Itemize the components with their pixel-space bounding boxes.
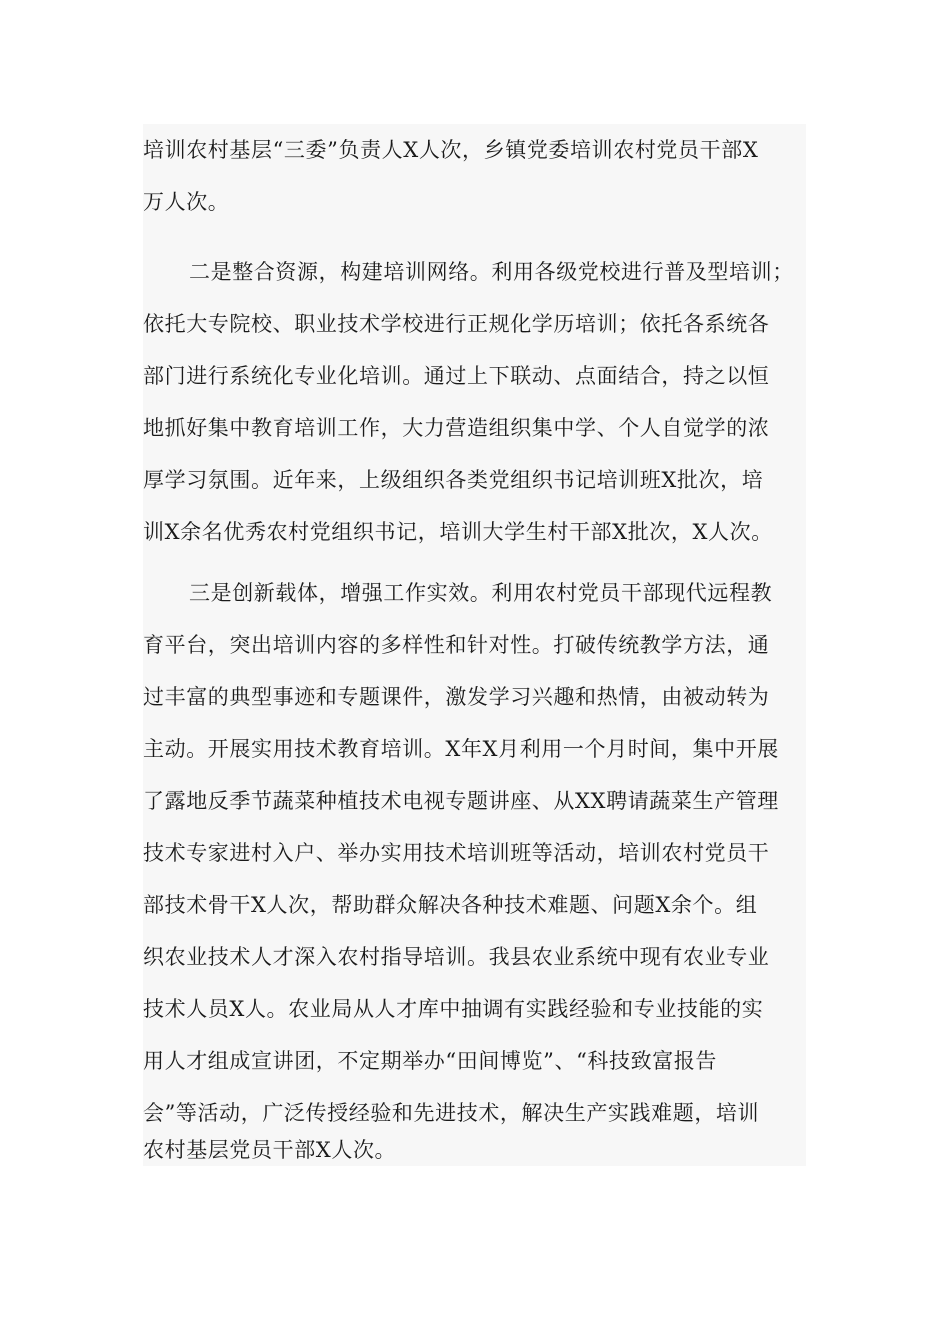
paragraph-3-line-10: 用人才组成宣讲团，不定期举办“田间博览”、“科技致富报告 (143, 1049, 718, 1073)
paragraph-3-line-7: 部技术骨干X人次，帮助群众解决各种技术难题、问题X余个。组 (143, 893, 758, 917)
paragraph-1-line-1: 培训农村基层“三委”负责人X人次，乡镇党委培训农村党员干部X (143, 138, 759, 162)
paragraph-2-line-2: 依托大专院校、职业技术学校进行正规化学历培训；依托各系统各 (143, 312, 770, 336)
paragraph-3-line-11: 会”等活动，广泛传授经验和先进技术，解决生产实践难题，培训 (143, 1101, 760, 1125)
paragraph-3-line-5: 了露地反季节蔬菜种植技术电视专题讲座、从XX聘请蔬菜生产管理 (143, 789, 779, 813)
paragraph-2-line-4: 地抓好集中教育培训工作，大力营造组织集中学、个人自觉学的浓 (143, 416, 770, 440)
document-text-block (143, 124, 806, 1166)
paragraph-3-line-4: 主动。开展实用技术教育培训。X年X月利用一个月时间，集中开展 (143, 737, 779, 761)
paragraph-3-line-12: 农村基层党员干部X人次。 (143, 1138, 397, 1162)
paragraph-2-line-5: 厚学习氛围。近年来，上级组织各类党组织书记培训班X批次，培 (143, 468, 764, 492)
paragraph-3-line-1: 三是创新载体，增强工作实效。利用农村党员干部现代远程教 (189, 581, 773, 605)
paragraph-3-line-2: 育平台，突出培训内容的多样性和针对性。打破传统教学方法，通 (143, 633, 770, 657)
paragraph-2-line-3: 部门进行系统化专业化培训。通过上下联动、点面结合，持之以恒 (143, 364, 770, 388)
paragraph-2-line-6: 训X余名优秀农村党组织书记，培训大学生村干部X批次，X人次。 (143, 520, 773, 544)
paragraph-3-line-9: 技术人员X人。农业局从人才库中抽调有实践经验和专业技能的实 (143, 997, 764, 1021)
paragraph-3-line-6: 技术专家进村入户、举办实用技术培训班等活动，培训农村党员干 (143, 841, 770, 865)
paragraph-2-line-1: 二是整合资源，构建培训网络。利用各级党校进行普及型培训； (189, 260, 794, 284)
paragraph-3-line-3: 过丰富的典型事迹和专题课件，激发学习兴趣和热情，由被动转为 (143, 685, 770, 709)
paragraph-3-line-8: 织农业技术人才深入农村指导培训。我县农业系统中现有农业专业 (143, 945, 770, 969)
paragraph-1-line-2: 万人次。 (143, 190, 230, 214)
